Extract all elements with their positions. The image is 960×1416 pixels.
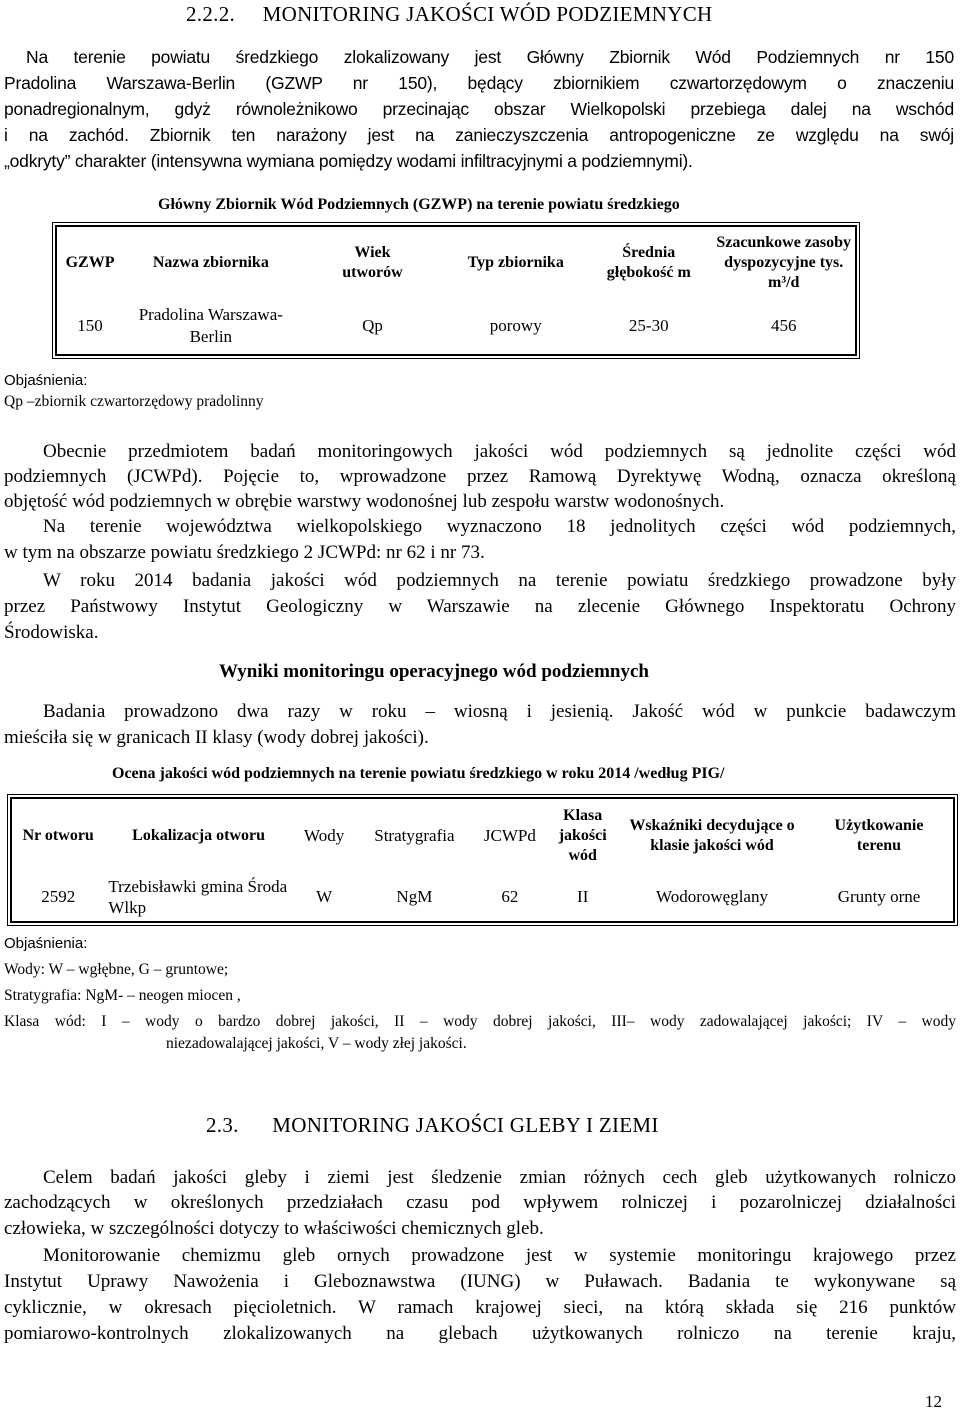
table-header-cell: Użytkowanie terenu: [834, 817, 924, 854]
table-cell: 25-30: [628, 316, 669, 335]
paragraph-line: człowieka, w szczególności dotyczy to właściwości chemicznych gleb.: [4, 1218, 544, 1239]
table-header-cell: Wody: [304, 826, 345, 845]
table-header-cell: Szacunkowe zasoby dyspozycyjne tys. m³/d: [716, 234, 852, 291]
notes-line: Stratygrafia: NgM- – neogen miocen ,: [4, 987, 241, 1004]
table-cell: 62: [501, 887, 519, 906]
table1: [57, 227, 855, 353]
paragraph-line: i na zachód. Zbiornik ten narażony jest na zanieczyszczenia antropogeniczne ze względu na swój: [4, 125, 954, 145]
table-cell: 2592: [41, 887, 76, 906]
table-header-cell: Klasa jakości wód: [558, 807, 607, 864]
paragraph-line: podziemnych (JCWPd). Pojęcie to, wprowadzone przez Ramową Dyrektywę Wodną, oznacza określoną: [4, 466, 956, 487]
table-cell: porowy: [489, 316, 542, 335]
notes-line: niezadowalającej jakości, V – wody złej jakości.: [166, 1035, 467, 1052]
table2-header-row: [12, 799, 953, 873]
notes-title: Objaśnienia:: [4, 935, 88, 952]
table-row: [12, 873, 953, 921]
notes-line: Wody: W – wgłębne, G – gruntowe;: [4, 961, 229, 978]
table-header-cell: Nr otworu: [22, 827, 94, 844]
paragraph-line: zachodzących w określonych przedziałach czasu pod wpływem rolniczej i pozarolniczej działalności: [4, 1192, 956, 1213]
paragraph-line: „odkryty” charakter (intensywna wymiana pomiędzy wodami infiltracyjnymi a podziemnymi).: [4, 151, 693, 171]
section-title: MONITORING JAKOŚCI WÓD PODZIEMNYCH: [262, 2, 713, 26]
table-cell: Wodorowęglany: [656, 887, 768, 906]
subheading: Wyniki monitoringu operacyjnego wód podziemnych: [219, 661, 649, 682]
table-row: [57, 299, 855, 353]
table-cell: Qp: [362, 316, 383, 335]
table-header-cell: Wskaźniki decydujące o klasie jakości wód: [629, 817, 795, 854]
table-cell: Trzebisławki gmina Środa Wlkp: [108, 877, 288, 917]
section-number: 2.2.2.: [186, 2, 236, 26]
page-number: 12: [925, 1392, 942, 1411]
table1-header-row: [57, 227, 855, 299]
paragraph-line: przez Państwowy Instytut Geologiczny w Warszawie na zlecenie Głównego Inspektoratu Ochrony: [4, 596, 956, 617]
paragraph-line: W roku 2014 badania jakości wód podziemnych na terenie powiatu średzkiego prowadzone były: [43, 570, 956, 591]
section-title: MONITORING JAKOŚCI GLEBY I ZIEMI: [272, 1113, 659, 1137]
table-cell: 150: [77, 316, 103, 335]
paragraph-line: cyklicznie, w okresach pięcioletnich. W ramach krajowej sieci, na którą składa się 216 punktów: [4, 1297, 956, 1318]
table-cell: Grunty orne: [837, 887, 921, 906]
paragraph-line: Pradolina Warszawa-Berlin (GZWP nr 150), będący zbiornikiem czwartorzędowym o znaczeniu: [4, 73, 954, 93]
table-header-cell: Nazwa zbiornika: [152, 254, 269, 271]
table1-caption: Główny Zbiornik Wód Podziemnych (GZWP) na terenie powiatu średzkiego: [158, 196, 680, 213]
table2: [12, 799, 953, 921]
table-header-cell: GZWP: [65, 254, 115, 271]
paragraph-line: Monitorowanie chemizmu gleb ornych prowadzone jest w systemie monitoringu krajowego przez: [43, 1245, 956, 1266]
paragraph-line: objętość wód podziemnych w obrębie warstwy wodonośnej lub zespołu warstw wodonośnych.: [4, 491, 725, 512]
table-cell: 456: [770, 316, 797, 335]
paragraph-line: pomiarowo-kontrolnych zlokalizowanych na glebach użytkowanych rolniczo na terenie kraju,: [4, 1323, 956, 1344]
notes-line: Klasa wód: I – wody o bardzo dobrej jakości, II – wody dobrej jakości, III– wody zadowalającej jakości; IV – wody: [4, 1013, 956, 1030]
notes-title: Objaśnienia:: [4, 372, 88, 389]
section-heading: [186, 2, 712, 27]
table-cell: II: [577, 887, 589, 906]
table-header-cell: Typ zbiornika: [467, 254, 564, 271]
paragraph-line: Na terenie powiatu średzkiego zlokalizowany jest Główny Zbiornik Wód Podziemnych nr 150: [26, 47, 954, 67]
paragraph-line: Na terenie województwa wielkopolskiego wyznaczono 18 jednolitych części wód podziemnych,: [43, 516, 956, 537]
paragraph-line: Obecnie przedmiotem badań monitoringowych jakości wód podziemnych są jednolite części wód: [43, 441, 956, 462]
table-header-cell: Wiek utworów: [342, 244, 403, 281]
paragraph-line: Środowiska.: [4, 622, 99, 643]
section-heading: [206, 1113, 659, 1138]
paragraph-line: mieściła się w granicach II klasy (wody dobrej jakości).: [4, 727, 429, 748]
section-number: 2.3.: [206, 1113, 239, 1137]
table-cell: NgM: [396, 887, 433, 906]
table-header-cell: Średnia głębokość m: [606, 244, 691, 281]
paragraph-line: Badania prowadzono dwa razy w roku – wiosną i jesienią. Jakość wód w punkcie badawczym: [43, 701, 956, 722]
table-header-cell: Stratygrafia: [374, 826, 455, 845]
paragraph-line: w tym na obszarze powiatu średzkiego 2 JCWPd: nr 62 i nr 73.: [4, 542, 485, 563]
table-header-cell: Lokalizacja otworu: [132, 827, 266, 844]
notes-line: Qp –zbiornik czwartorzędowy pradolinny: [4, 393, 264, 410]
paragraph-line: ponadregionalnym, gdyż równoleżnikowo przecinając obszar Wielkopolski przebiega dalej na wschód: [4, 99, 954, 119]
table-cell: W: [316, 887, 333, 906]
table-header-cell: JCWPd: [483, 826, 536, 845]
table-cell: Pradolina Warszawa-Berlin: [138, 305, 283, 346]
paragraph-line: Celem badań jakości gleby i ziemi jest śledzenie zmian różnych cech gleb użytkowanych rolniczo: [43, 1167, 956, 1188]
table2-caption: Ocena jakości wód podziemnych na terenie powiatu średzkiego w roku 2014 /według PIG/: [112, 765, 725, 782]
paragraph-line: Instytut Uprawy Nawożenia i Gleboznawstwa (IUNG) w Puławach. Badania te wykonywane są: [4, 1271, 956, 1292]
